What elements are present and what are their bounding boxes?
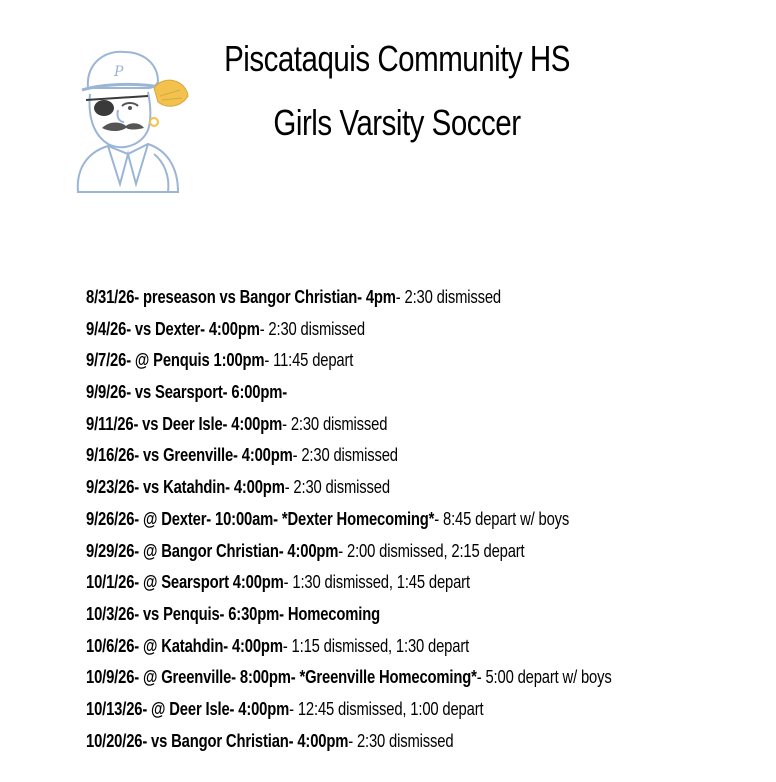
list-item: 10/1/26- @ Searsport 4:00pm- 1:30 dismissed, 1:45 depart xyxy=(86,571,470,593)
list-item: 9/23/26- vs Katahdin- 4:00pm- 2:30 dismissed xyxy=(86,476,390,498)
list-item: 9/26/26- @ Dexter- 10:00am- *Dexter Homecoming*- 8:45 depart w/ boys xyxy=(86,507,570,529)
schedule-list xyxy=(86,283,766,758)
list-item: 9/9/26- vs Searsport- 6:00pm- xyxy=(86,381,288,403)
list-item: 9/7/26- @ Penquis 1:00pm- 11:45 depart xyxy=(86,349,354,371)
list-item: 10/6/26- @ Katahdin- 4:00pm- 1:15 dismissed, 1:30 depart xyxy=(86,634,470,656)
list-item: 10/20/26- vs Bangor Christian- 4:00pm- 2:30 dismissed xyxy=(86,729,454,751)
page-subtitle: Girls Varsity Soccer xyxy=(273,102,521,143)
list-item: 9/4/26- vs Dexter- 4:00pm- 2:30 dismissed xyxy=(86,317,365,339)
list-item: 10/3/26- vs Penquis- 6:30pm- Homecoming xyxy=(86,602,380,624)
list-item: 10/9/26- @ Greenville- 8:00pm- *Greenville Homecoming*- 5:00 depart w/ boys xyxy=(86,666,612,688)
page-title: Piscataquis Community HS xyxy=(224,38,570,79)
list-item: 9/16/26- vs Greenville- 4:00pm- 2:30 dismissed xyxy=(86,444,398,466)
list-item: 8/31/26- preseason vs Bangor Christian- 4pm- 2:30 dismissed xyxy=(86,286,501,307)
pirate-mascot-icon xyxy=(68,44,192,196)
list-item: 9/11/26- vs Deer Isle- 4:00pm- 2:30 dismissed xyxy=(86,412,388,434)
list-item: 10/13/26- @ Deer Isle- 4:00pm- 12:45 dismissed, 1:00 depart xyxy=(86,697,484,719)
list-item: 9/29/26- @ Bangor Christian- 4:00pm- 2:00 dismissed, 2:15 depart xyxy=(86,539,525,561)
svg-text:P: P xyxy=(114,64,124,80)
